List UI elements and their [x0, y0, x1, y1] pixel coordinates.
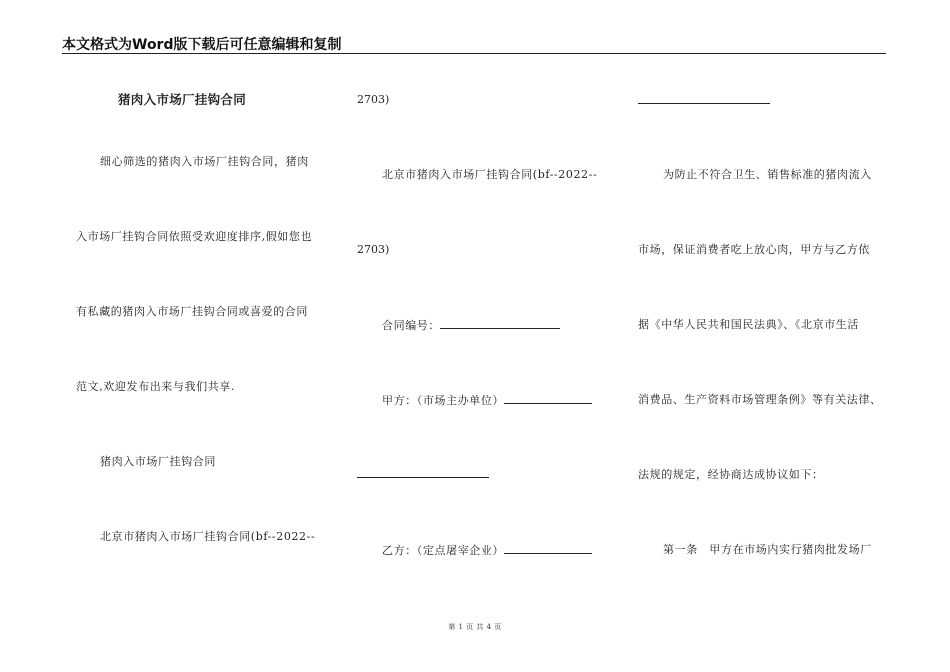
document-title: 猪肉入市场厂挂钩合同: [118, 92, 247, 107]
intro-line-1: 细心筛选的猪肉入市场厂挂钩合同，猪肉: [100, 155, 309, 168]
document-header: 本文格式为Word版下载后可任意编辑和复制: [62, 37, 342, 53]
body-line-2: 市场，保证消费者吃上放心肉，甲方与乙方依: [638, 243, 870, 256]
party-a-blank: [504, 393, 592, 404]
party-a-blank-continued: [357, 477, 489, 478]
body-line-4: 消费品、生产资料市场管理条例》等有关法律、: [638, 393, 882, 406]
party-b-blank: [504, 543, 592, 554]
contract-name-line-2: 北京市猪肉入市场厂挂钩合同(bf--2022--: [382, 168, 598, 181]
contract-number-blank: [440, 318, 560, 329]
contract-code-tail-2: 2703): [357, 243, 390, 256]
contract-number-field: [382, 318, 560, 333]
contract-code-tail-1: 2703): [357, 93, 390, 106]
party-b-label: 乙方：（定点屠宰企业）: [382, 544, 505, 557]
article-1-line: 第一条 甲方在市场内实行猪肉批发场厂: [663, 543, 872, 556]
section-heading: 猪肉入市场厂挂钩合同: [100, 455, 216, 468]
body-line-3: 据《中华人民共和国民法典》、《北京市生活: [638, 318, 859, 331]
party-a-field: [382, 393, 592, 408]
intro-line-2: 入市场厂挂钩合同依照受欢迎度排序,假如您也: [76, 230, 313, 243]
party-b-field: [382, 543, 592, 558]
contract-name-line: 北京市猪肉入市场厂挂钩合同(bf--2022--: [100, 530, 316, 543]
party-a-label: 甲方：（市场主办单位）: [382, 394, 505, 407]
contract-number-label: 合同编号：: [382, 319, 440, 332]
body-line-1: 为防止不符合卫生、销售标准的猪肉流入: [663, 168, 872, 181]
body-line-5: 法规的规定，经协商达成协议如下：: [638, 468, 824, 481]
party-b-blank-continued: [638, 103, 770, 104]
intro-line-4: 范文,欢迎发布出来与我们共享.: [76, 380, 235, 393]
page-number: 第 1 页 共 4 页: [448, 623, 502, 631]
intro-line-3: 有私藏的猪肉入市场厂挂钩合同或喜爱的合同: [76, 305, 308, 318]
header-divider: [62, 53, 886, 54]
